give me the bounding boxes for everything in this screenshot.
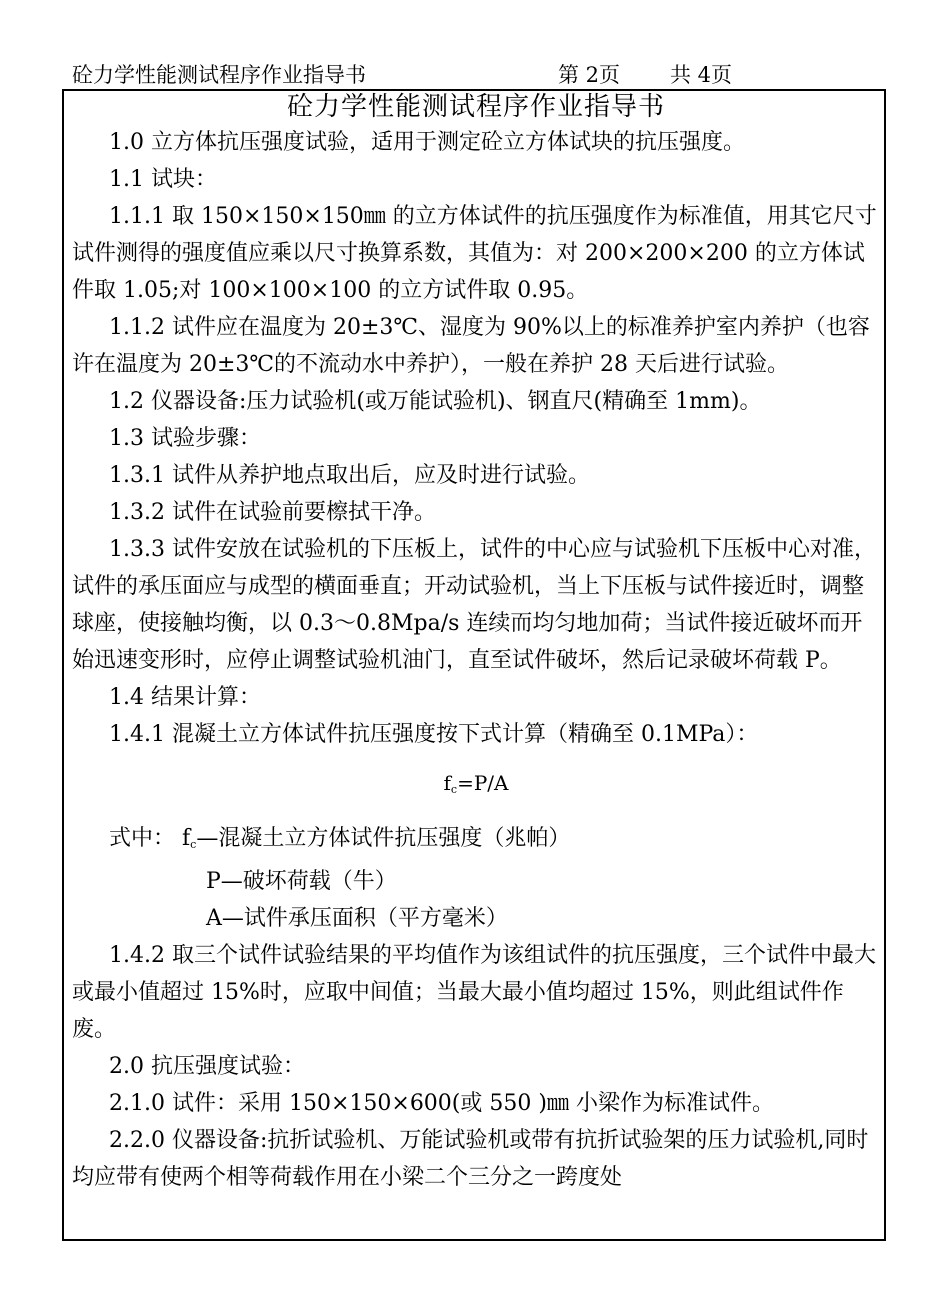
paragraph-2-2-0: 2.2.0 仪器设备:抗折试验机、万能试验机或带有抗折试验架的压力试验机,同时均应带有使两个相等荷载作用在小梁二个三分之一跨度处 (72, 1128, 869, 1190)
paragraph-1-1-2: 1.1.2 试件应在温度为 20±3℃、湿度为 90%以上的标准养护室内养护（也容许在温度为 20±3℃的不流动水中养护），一般在养护 28 天后进行试验。 (72, 315, 870, 377)
paragraph-1-3-1: 1.3.1 试件从养护地点取出后，应及时进行试验。 (109, 463, 590, 488)
paragraph-1-3-2: 1.3.2 试件在试验前要檫拭干净。 (109, 500, 436, 525)
formula-f: f (443, 771, 451, 795)
header-page-number: 第 2页 (558, 63, 621, 87)
formula-rest: =P/A (457, 771, 509, 795)
legend-row-fc (72, 820, 880, 863)
formula-legend (72, 820, 880, 937)
paragraph-1-2: 1.2 仪器设备:压力试验机(或万能试验机)、钢直尺(精确至 1mm)。 (109, 389, 762, 414)
paragraph-1-0: 1.0 立方体抗压强度试验，适用于测定砼立方体试块的抗压强度。 (109, 130, 745, 155)
paragraph-1-4-2: 1.4.2 取三个试件试验结果的平均值作为该组试件的抗压强度，三个试件中最大或最小值超过 15%时，应取中间值；当最大最小值均超过 15%，则此组试件作废。 (72, 943, 876, 1042)
paragraph-2-1-0: 2.1.0 试件：采用 150×150×600(或 550 )㎜ 小梁作为标准试件。 (109, 1091, 774, 1116)
legend-row-a: A—试件承压面积（平方毫米） (206, 906, 508, 931)
header-page-total: 共 4页 (670, 63, 733, 87)
paragraph-1-1-1: 1.1.1 取 150×150×150㎜ 的立方体试件的抗压强度作为标准值，用其它尺寸试件测得的强度值应乘以尺寸换算系数，其值为：对 200×200×200 的立方体试件取 1.05;对 100×100×100 的立方试件取 0.95。 (72, 204, 877, 303)
legend-row-p: P—破坏荷载（牛） (206, 869, 397, 894)
legend-f: f (182, 826, 191, 851)
paragraph-1-1: 1.1 试块： (109, 167, 217, 192)
document-body (72, 90, 880, 1196)
document-title: 砼力学性能测试程序作业指导书 (286, 92, 665, 122)
legend-subscript: c (190, 838, 197, 851)
header-doc-title: 砼力学性能测试程序作业指导书 (72, 63, 366, 87)
formula-subscript: c (450, 783, 458, 796)
paragraph-2-0: 2.0 抗压强度试验： (109, 1054, 305, 1079)
paragraph-1-3: 1.3 试验步骤： (109, 426, 261, 451)
page-header (72, 60, 880, 90)
paragraph-1-3-3: 1.3.3 试件安放在试验机的下压板上，试件的中心应与试验机下压板中心对准，试件的承压面应与成型的横面垂直；开动试验机，当上下压板与试件接近时，调整球座，使接触均衡，以 0.3～0.8Mpa/s 连续而均匀地加荷；当试件接近破坏而开始迅速变形时，应停止调整试验机油门，直至试件破坏，然后记录破坏荷载 P。 (72, 537, 876, 673)
legend-lead: 式中： (109, 826, 176, 851)
legend-fc-desc: —混凝土立方体试件抗压强度（兆帕） (196, 826, 571, 851)
paragraph-1-4: 1.4 结果计算： (109, 685, 261, 710)
paragraph-1-4-1: 1.4.1 混凝土立方体试件抗压强度按下式计算（精确至 0.1MPa）： (109, 722, 759, 747)
formula (72, 753, 880, 820)
